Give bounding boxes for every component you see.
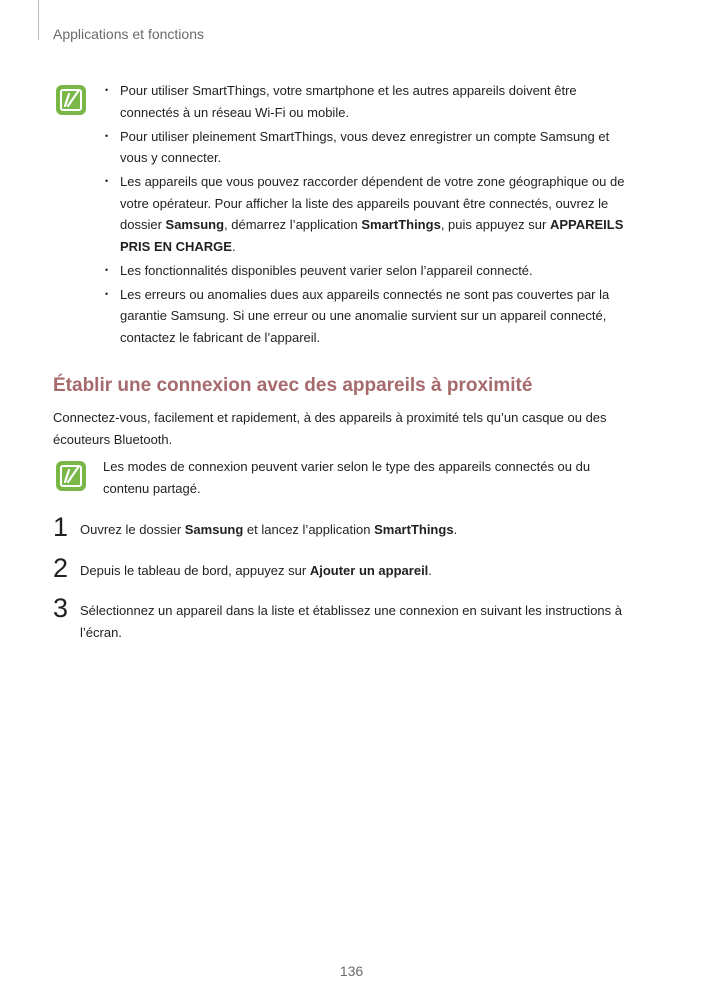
page-number: 136 (339, 963, 364, 979)
step-number: 3 (53, 593, 69, 623)
note-icon (55, 460, 87, 492)
note-icon (55, 84, 87, 116)
step-text: Depuis le tableau de bord, appuyez sur Ajouter un appareil. (80, 563, 432, 578)
step-number: 1 (53, 512, 69, 542)
header-rule (38, 0, 39, 40)
note-item: • Les appareils que vous pouvez raccorder dépendent de votre zone géographique ou de votre opérateur. Pour afficher la liste des appareils pouvant être connectés, ouvrez le dossier Samsung, démarrez l’application SmartThings, puis appuyez sur APPAREILS PRIS EN CHARGE. (105, 171, 637, 257)
section-title: Établir une connexion avec des appareils à proximité (53, 375, 533, 396)
note-item: • Les erreurs ou anomalies dues aux appareils connectés ne sont pas couvertes par la garantie Samsung. Si une erreur ou une anomalie survient sur un appareil connecté, contactez le fabricant de l’appareil. (105, 284, 637, 349)
note-list (105, 80, 637, 351)
section-note: Les modes de connexion peuvent varier selon le type des appareils connectés ou du contenu partagé. (103, 459, 591, 496)
step-text: Ouvrez le dossier Samsung et lancez l’application SmartThings. (80, 522, 458, 537)
running-header: Applications et fonctions (53, 26, 204, 42)
note-item: • Les fonctionnalités disponibles peuvent varier selon l’appareil connecté. (105, 260, 637, 282)
step-text: Sélectionnez un appareil dans la liste et établissez une connexion en suivant les instructions à l’écran. (80, 603, 623, 640)
note-item: • Pour utiliser pleinement SmartThings, vous devez enregistrer un compte Samsung et vous y connecter. (105, 126, 637, 169)
step-number: 2 (53, 553, 69, 583)
note-item: • Pour utiliser SmartThings, votre smartphone et les autres appareils doivent être connectés à un réseau Wi-Fi ou mobile. (105, 80, 637, 123)
section-intro: Connectez-vous, facilement et rapidement, à des appareils à proximité tels qu’un casque ou des écouteurs Bluetooth. (53, 410, 607, 447)
